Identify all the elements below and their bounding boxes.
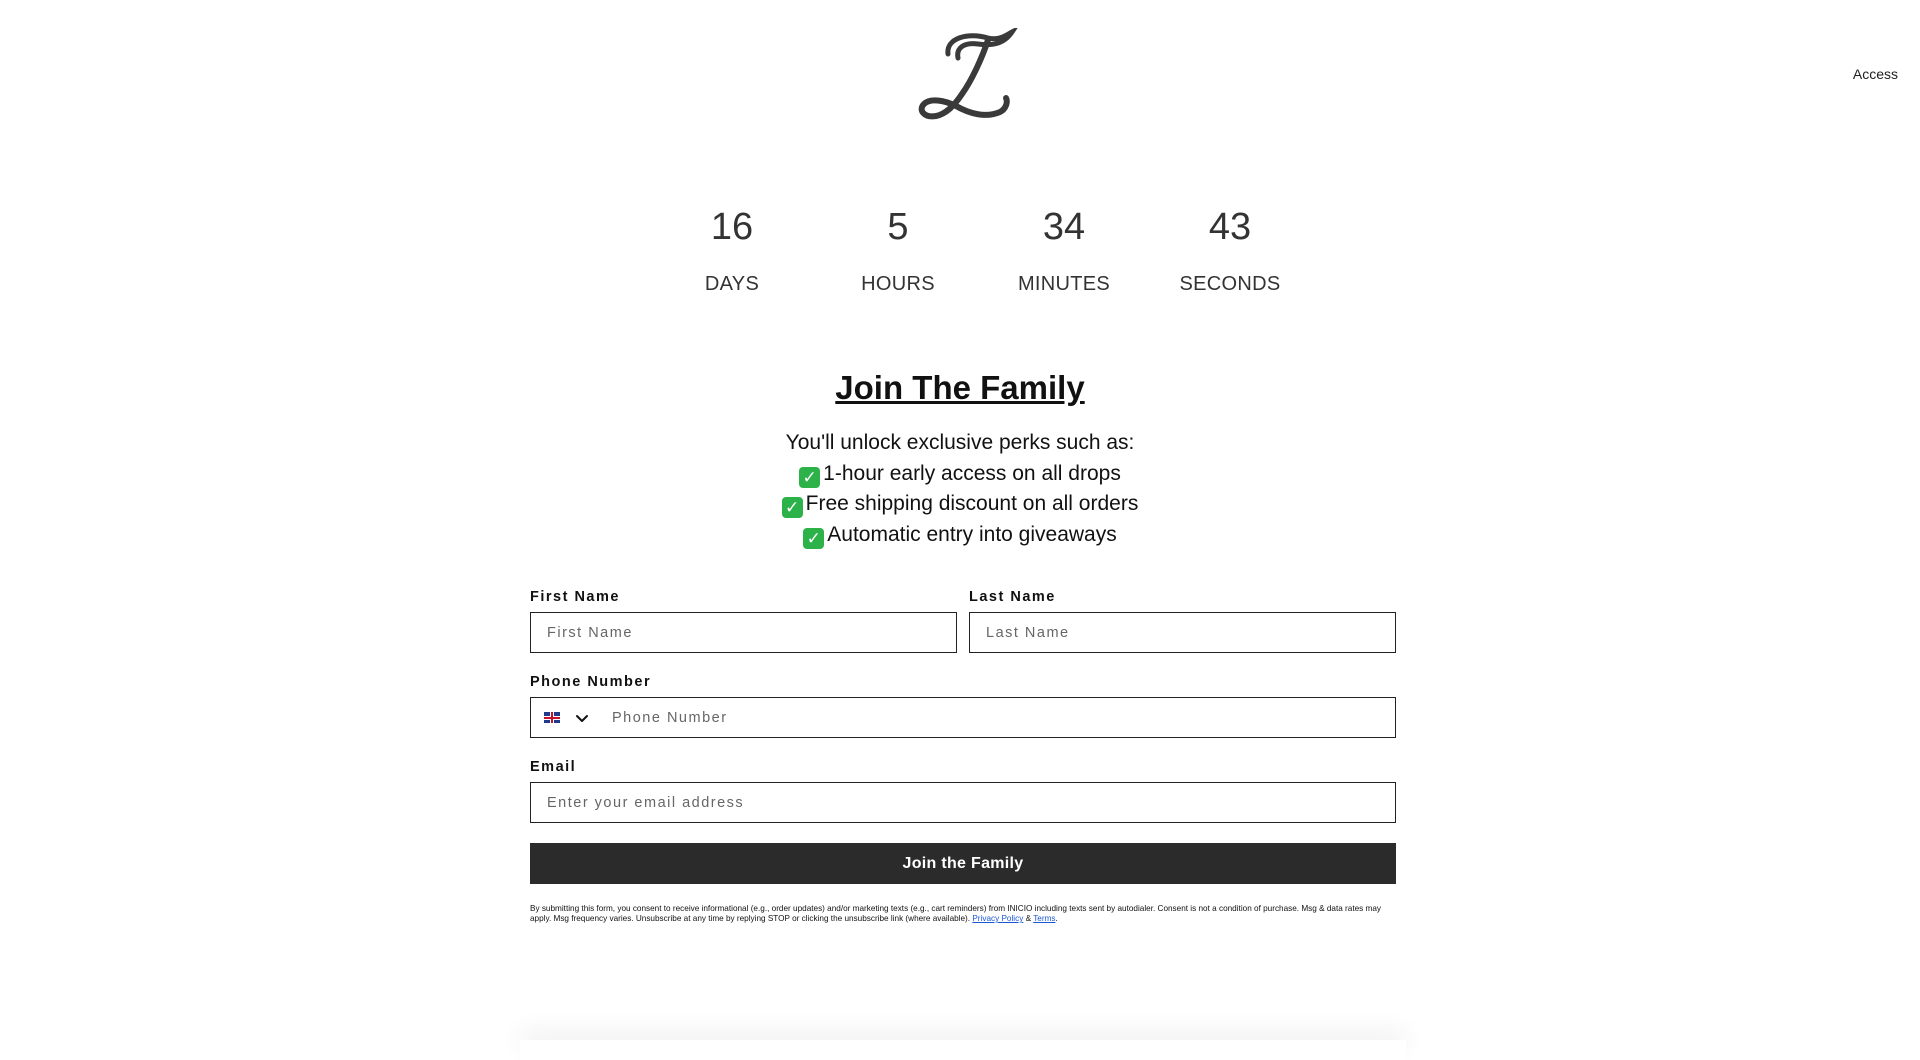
phone-number-field[interactable] bbox=[604, 698, 1395, 737]
first-name-field[interactable] bbox=[530, 612, 957, 653]
countdown-label: SECONDS bbox=[1179, 273, 1281, 295]
phone-number-group bbox=[530, 697, 1396, 738]
phone-number-label: Phone Number bbox=[530, 674, 652, 690]
countdown-hours bbox=[815, 200, 981, 310]
brand-logo-icon[interactable] bbox=[916, 28, 1018, 122]
perk-text: Automatic entry into giveaways bbox=[827, 522, 1117, 546]
perk-text: Free shipping discount on all orders bbox=[805, 492, 1139, 515]
countdown-value: 34 bbox=[1042, 206, 1086, 248]
perks-intro: You'll unlock exclusive perks such as: bbox=[785, 431, 1135, 454]
last-name-field[interactable] bbox=[969, 612, 1396, 653]
signup-title: Join The Family bbox=[835, 369, 1085, 406]
footer-shadow-divider bbox=[520, 1040, 1406, 1060]
green-checkmark-icon: ✓ bbox=[799, 467, 820, 488]
countdown-minutes bbox=[981, 200, 1147, 310]
disclaimer-text: By submitting this form, you consent to receive informational (e.g., order updates) and/or marketing texts (e.g., cart reminders) from INICIO including texts sent by autodialer. Consent is not a condition of purchase. Msg & data rates may apply. Msg frequency varies. Unsubscribe at any time by replying STOP or clicking the unsubscribe link (where available). bbox=[530, 904, 1381, 923]
disclaimer-end: . bbox=[1055, 914, 1058, 923]
perk-text: 1-hour early access on all drops bbox=[823, 461, 1121, 485]
perks-list bbox=[560, 428, 1360, 550]
perk-item bbox=[560, 459, 1360, 490]
country-code-select[interactable] bbox=[531, 698, 604, 737]
green-checkmark-icon: ✓ bbox=[782, 497, 803, 518]
countdown-value: 16 bbox=[710, 206, 754, 248]
privacy-policy-link[interactable]: Privacy Policy bbox=[972, 914, 1024, 923]
countdown-label: HOURS bbox=[861, 273, 935, 295]
uk-flag-icon bbox=[544, 712, 560, 723]
countdown-value: 5 bbox=[887, 206, 909, 248]
sms-consent-disclaimer bbox=[530, 904, 1396, 924]
green-checkmark-icon: ✓ bbox=[803, 528, 824, 549]
perk-item bbox=[560, 520, 1360, 551]
countdown-label: MINUTES bbox=[1017, 273, 1111, 295]
disclaimer-and: & bbox=[1025, 914, 1032, 923]
countdown-days bbox=[649, 200, 815, 310]
countdown-timer bbox=[649, 200, 1313, 310]
countdown-label: DAYS bbox=[704, 273, 760, 295]
access-link[interactable]: Access bbox=[1852, 66, 1898, 82]
join-the-family-button[interactable]: Join the Family bbox=[530, 843, 1396, 884]
countdown-seconds bbox=[1147, 200, 1313, 310]
first-name-label: First Name bbox=[530, 589, 620, 605]
email-field[interactable] bbox=[530, 782, 1396, 823]
terms-link[interactable]: Terms bbox=[1033, 914, 1056, 923]
perk-item bbox=[560, 489, 1360, 520]
email-label: Email bbox=[530, 759, 577, 775]
chevron-down-icon bbox=[574, 710, 590, 726]
last-name-label: Last Name bbox=[969, 589, 1056, 605]
countdown-value: 43 bbox=[1208, 206, 1252, 248]
signup-form bbox=[530, 588, 1396, 924]
